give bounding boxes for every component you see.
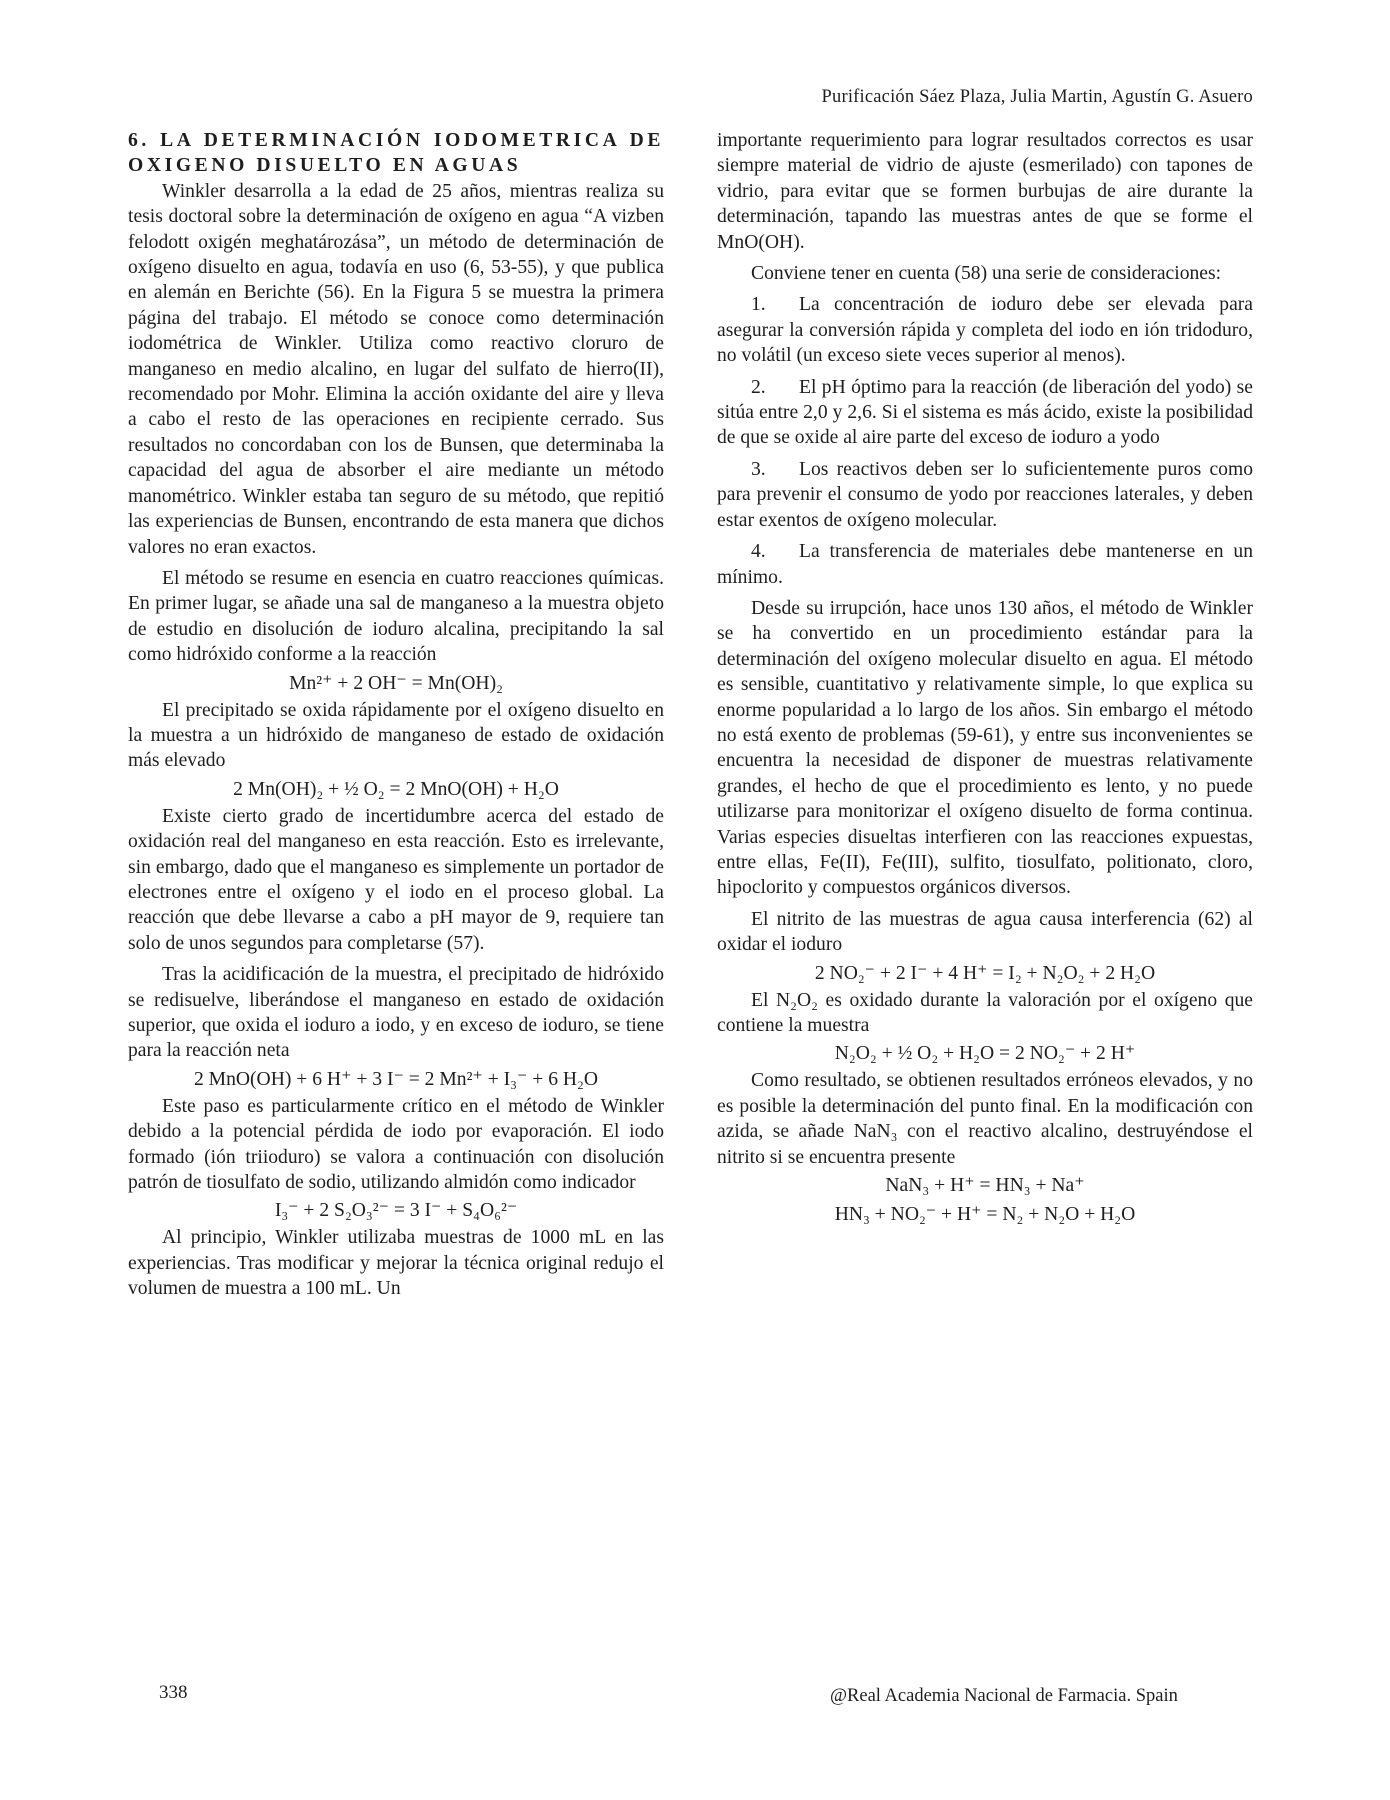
list-text: La concentración de ioduro debe ser elevada para asegurar la conversión rápida y completa del iodo en ión tridoduro, no volátil (un exceso siete veces superior al menos). <box>717 294 1253 367</box>
list-item <box>717 539 1253 590</box>
equation: 2 NO₂⁻ + 2 I⁻ + 4 H⁺ = I₂ + N₂O₂ + 2 H₂O <box>814 962 1156 984</box>
paragraph: Conviene tener en cuenta (58) una serie de consideraciones: <box>751 263 1222 285</box>
paragraph: Tras la acidificación de la muestra, el precipitado de hidróxido se redisuelve, liberándose el manganeso en estado de oxidación superior, que oxida el ioduro a iodo, y en exceso de ioduro, se tiene para la reacción neta <box>128 964 664 1062</box>
paragraph: Como resultado, se obtienen resultados erróneos elevados, y no es posible la determinación del punto final. En la modificación con azida, se añade NaN₃ con el reactivo alcalino, destruyéndose el nitrito si se encuentra presente <box>717 1070 1253 1168</box>
page-number: 338 <box>159 1682 188 1703</box>
list-text: La transferencia de materiales debe mantenerse en un mínimo. <box>717 541 1253 588</box>
paragraph: Este paso es particularmente crítico en el método de Winkler debido a la potencial pérdida de iodo por evaporación. El iodo formado (ión triioduro) se valora a continuación con disolución patrón de tiosulfato de sodio, utilizando almidón como indicador <box>128 1095 664 1194</box>
list-number: 2. <box>751 376 766 398</box>
equation: Mn²⁺ + 2 OH⁻ = Mn(OH)₂ <box>289 672 503 694</box>
left-column <box>128 128 664 1302</box>
paragraph: El nitrito de las muestras de agua causa interferencia (62) al oxidar el ioduro <box>717 908 1253 956</box>
paragraph: Desde su irrupción, hace unos 130 años, el método de Winkler se ha convertido en un procedimiento estándar para la determinación del oxígeno molecular disuelto en agua. El método es sensible, cuantitativo y relativamente simple, lo que explica su enorme popularidad a lo largo de los años. Sin embargo el método no está exento de problemas (59-61), y entre sus inconvenientes se encuentra la necesidad de disponer de muestras relativamente grandes, el hecho de que el procedimiento es lento, y no puede utilizarse para monitorizar el oxígeno disuelto de forma continua. Varias especies disueltas interfieren con las reacciones expuestas, entre ellas, Fe(II), Fe(III), sulfito, tiosulfato, politionato, cloro, hipoclorito y compuestos orgánicos diversos. <box>717 597 1253 899</box>
equation: 2 MnO(OH) + 6 H⁺ + 3 I⁻ = 2 Mn²⁺ + I₃⁻ + 6 H₂O <box>193 1068 599 1090</box>
equation: N₂O₂ + ½ O₂ + H₂O = 2 NO₂⁻ + 2 H⁺ <box>834 1043 1136 1065</box>
list-number: 4. <box>751 541 766 563</box>
paragraph: Existe cierto grado de incertidumbre acerca del estado de oxidación real del manganeso en esta reacción. Esto es irrelevante, sin embargo, dado que el manganeso es simplemente un portador de electrones entre el oxígeno y el iodo en el proceso global. La reacción que debe llevarse a cabo a pH mayor de 9, requiere tan solo de unos segundos para completarse (57). <box>128 805 664 954</box>
right-column <box>717 128 1253 1229</box>
list-number: 1. <box>751 294 766 316</box>
paragraph: El método se resume en esencia en cuatro reacciones químicas. En primer lugar, se añade una sal de manganeso a la muestra objeto de estudio en disolución de ioduro alcalina, precipitando la sal como hidróxido conforme a la reacción <box>128 567 664 666</box>
paragraph: El precipitado se oxida rápidamente por el oxígeno disuelto en la muestra a un hidróxido de manganeso de estado de oxidación más elevado <box>128 699 664 772</box>
list-item <box>717 292 1253 368</box>
list-text: El pH óptimo para la reacción (de liberación del yodo) se sitúa entre 2,0 y 2,6. Si el sistema es más ácido, existe la posibilidad de que se oxide al aire parte del exceso de ioduro a yodo <box>717 376 1253 449</box>
paragraph: Al principio, Winkler utilizaba muestras de 1000 mL en las experiencias. Tras modificar y mejorar la técnica original redujo el volumen de muestra a 100 mL. Un <box>128 1227 664 1300</box>
equation: NaN₃ + H⁺ = HN₃ + Na⁺ <box>885 1175 1085 1197</box>
list-item <box>717 375 1253 451</box>
equation: I₃⁻ + 2 S₂O₃²⁻ = 3 I⁻ + S₄O₆²⁻ <box>274 1200 518 1222</box>
paragraph: Winkler desarrolla a la edad de 25 años, mientras realiza su tesis doctoral sobre la determinación de oxígeno en agua “A vizben felodott oxigén meghatározása”, un método de determinación de oxígeno disuelto en agua, todavía en uso (6, 53-55), y que publica en alemán en Berichte (56). En la Figura 5 se muestra la primera página del trabajo. El método se conoce como determinación iodométrica de Winkler. Utiliza como reactivo cloruro de manganeso en medio alcalino, en lugar del sulfato de hierro(II), recomendado por Mohr. Elimina la acción oxidante del aire y lleva a cabo el resto de las operaciones en recipiente cerrado. Sus resultados no concordaban con los de Bunsen, que determinaba la capacidad del agua de absorber el aire mediante un método manométrico. Winkler estaba tan seguro de su método, que repitió las experiencias de Bunsen, encontrando de esta manera que dichos valores no eran exactos. <box>128 180 664 558</box>
equation: HN₃ + NO₂⁻ + H⁺ = N₂ + N₂O + H₂O <box>834 1204 1136 1226</box>
section-heading: 6. LA DETERMINACIÓN IODOMETRICA DE OXIGENO DISUELTO EN AGUAS <box>128 130 664 177</box>
list-item <box>717 457 1253 533</box>
list-number: 3. <box>751 458 766 480</box>
running-head: Purificación Sáez Plaza, Julia Martin, Agustín G. Asuero <box>821 87 1253 107</box>
paragraph: El N₂O₂ es oxidado durante la valoración por el oxígeno que contiene la muestra <box>717 989 1253 1036</box>
paragraph: importante requerimiento para lograr resultados correctos es usar siempre material de vidrio de ajuste (esmerilado) con tapones de vidrio, para evitar que se formen burbujas de aire durante la determinación, tapando las muestras antes de que se forme el MnO(OH). <box>717 130 1253 253</box>
footer-credit: @Real Academia Nacional de Farmacia. Spain <box>830 1686 1178 1706</box>
list-text: Los reactivos deben ser lo suficientemente puros como para prevenir el consumo de yodo por reacciones laterales, y deben estar exentos de oxígeno molecular. <box>717 458 1253 531</box>
equation: 2 Mn(OH)₂ + ½ O₂ = 2 MnO(OH) + H₂O <box>233 778 559 800</box>
